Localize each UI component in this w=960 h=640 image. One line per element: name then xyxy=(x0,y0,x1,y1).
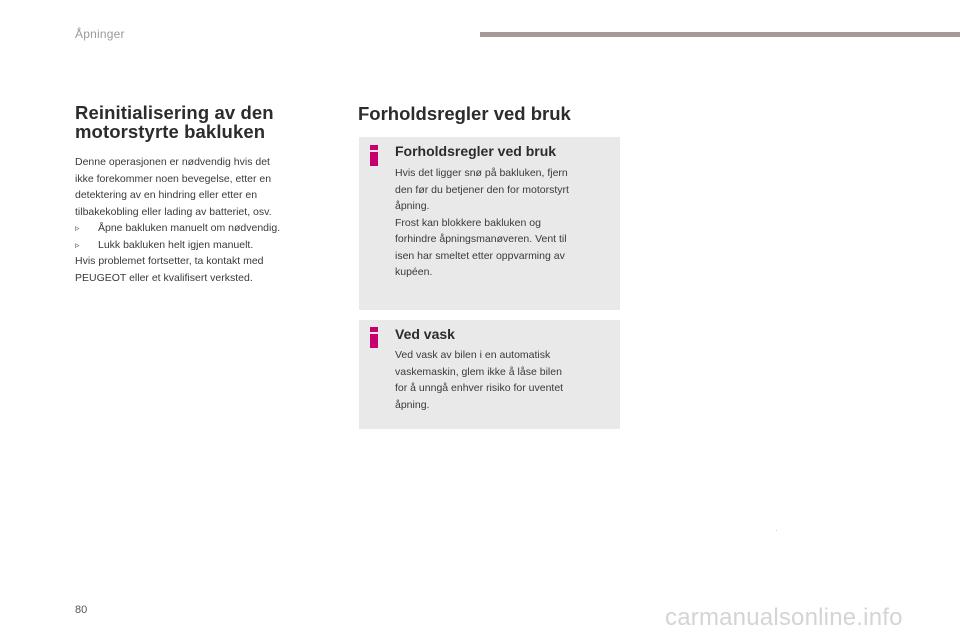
left-title-line2: motorstyrte bakluken xyxy=(75,121,266,142)
info-line: åpning. xyxy=(395,200,430,212)
info-line: vaskemaskin, glem ikke å låse bilen xyxy=(395,365,562,378)
info-line: for å unngå enhver risiko for uventet xyxy=(395,382,564,394)
speck xyxy=(776,530,777,531)
info-line: forhindre åpningsmanøveren. Vent til xyxy=(395,233,567,245)
info-icon xyxy=(370,145,378,166)
info-box-title: Ved vask xyxy=(395,326,455,342)
info-line: kupéen. xyxy=(395,266,433,278)
info-icon xyxy=(370,327,378,348)
watermark: carmanualsonline.info xyxy=(665,604,903,631)
left-section-title xyxy=(75,103,325,141)
outro-line: Hvis problemet fortsetter, ta kontakt med xyxy=(75,255,264,267)
arrow-bullet-icon: ▹ xyxy=(75,223,80,233)
intro-line: tilbakekobling eller lading av batteriet, osv. xyxy=(75,205,272,218)
info-line: isen har smeltet etter oppvarming av xyxy=(395,249,565,262)
intro-line: detektering av en hindring eller etter en xyxy=(75,189,258,201)
header-section-label: Åpninger xyxy=(75,27,125,41)
arrow-bullet-icon: ▹ xyxy=(75,239,80,250)
step-text: Åpne bakluken manuelt om nødvendig. xyxy=(98,222,281,234)
info-box-precautions xyxy=(359,137,620,310)
intro-line: ikke forekommer noen bevegelse, etter en xyxy=(75,172,272,185)
step-text: Lukk bakluken helt igjen manuelt. xyxy=(98,238,254,251)
info-line: åpning. xyxy=(395,398,430,411)
outro-line: PEUGEOT eller et kvalifisert verksted. xyxy=(75,271,253,284)
info-line: Ved vask av bilen i en automatisk xyxy=(395,349,551,361)
info-line: Hvis det ligger snø på bakluken, fjern xyxy=(395,167,568,179)
left-section-body xyxy=(75,154,325,286)
info-line: Frost kan blokkere bakluken og xyxy=(395,216,541,229)
intro-line: Denne operasjonen er nødvendig hvis det xyxy=(75,156,270,168)
step-item xyxy=(75,220,325,237)
info-box-text xyxy=(395,165,610,281)
info-line: den før du betjener den for motorstyrt xyxy=(395,183,569,196)
page-number: 80 xyxy=(75,604,88,616)
info-box-text xyxy=(395,347,610,413)
header-bar xyxy=(480,32,960,37)
step-item xyxy=(75,237,325,254)
left-title-line1: Reinitialisering av den xyxy=(75,102,274,123)
left-section xyxy=(75,103,325,286)
info-box-title: Forholdsregler ved bruk xyxy=(395,143,557,159)
info-box-washing xyxy=(359,320,620,429)
right-section-title: Forholdsregler ved bruk xyxy=(358,103,571,124)
